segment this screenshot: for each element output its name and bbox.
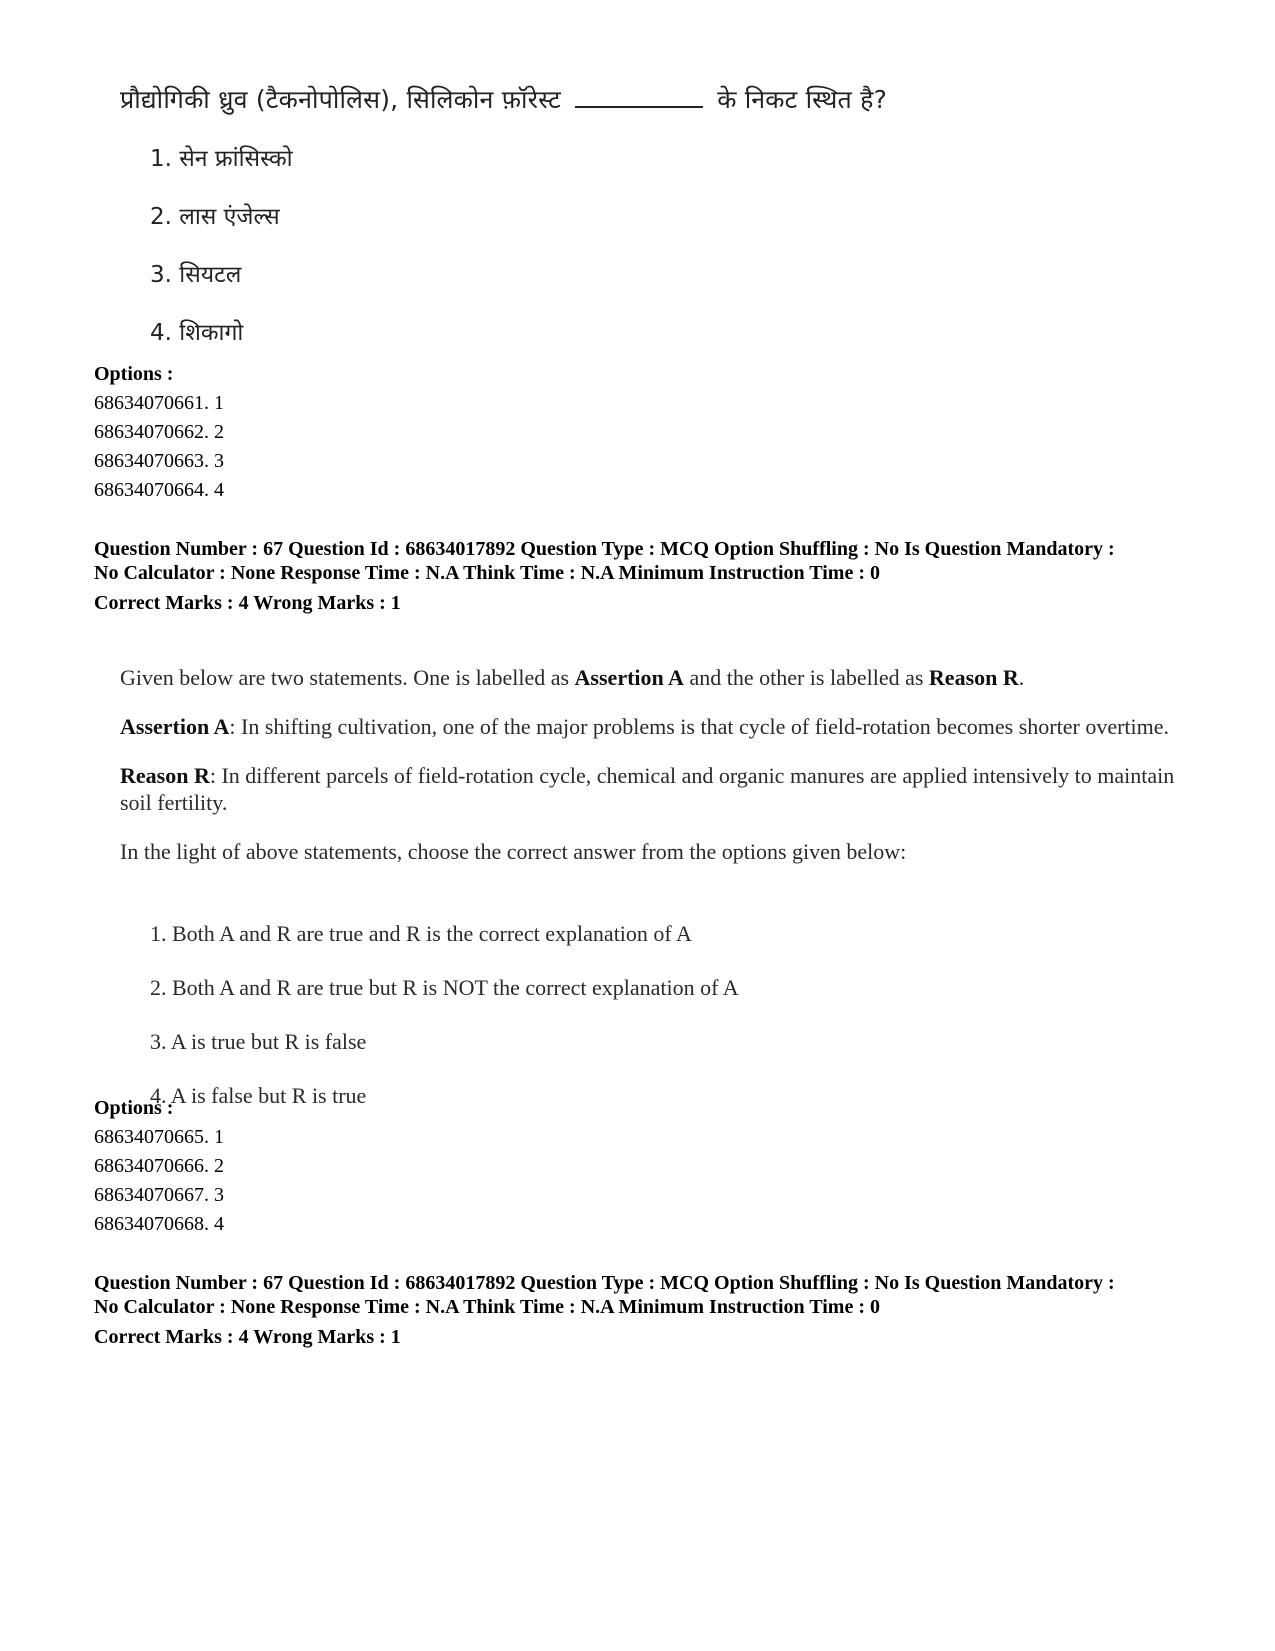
assertion-term: Assertion A: [574, 665, 684, 690]
choice-2: 2. लास एंजेल्स: [150, 204, 280, 230]
meta-line-2: No Calculator : None Response Time : N.A Think Time : N.A Minimum Instruction Time : 0: [94, 1296, 880, 1318]
meta-line-1: Question Number : 67 Question Id : 68634017892 Question Type : MCQ Option Shuffling : No Is Question Mandatory :: [94, 1272, 1115, 1294]
options-list-1: [94, 360, 224, 505]
option-id-2: 68634070662. 2: [94, 421, 224, 443]
choice-3: 3. A is true but R is false: [150, 1029, 367, 1054]
intro-text-2: and the other is labelled as: [683, 665, 929, 690]
reason-label: Reason R: [120, 763, 210, 788]
choice-4: 4. A is false but R is true: [150, 1083, 367, 1108]
option-id-1: 68634070661. 1: [94, 392, 224, 414]
choice-4: 4. शिकागो: [150, 320, 244, 346]
choice-2: 2. Both A and R are true but R is NOT the correct explanation of A: [150, 975, 739, 1000]
meta-line-2: No Calculator : None Response Time : N.A Think Time : N.A Minimum Instruction Time : 0: [94, 562, 880, 584]
instruction-paragraph: In the light of above statements, choose the correct answer from the options given below:: [120, 839, 907, 864]
intro-period: .: [1018, 665, 1025, 690]
question-stem-hindi: [120, 82, 887, 116]
meta-line-1: Question Number : 67 Question Id : 68634017892 Question Type : MCQ Option Shuffling : No Is Question Mandatory :: [94, 538, 1115, 560]
question-meta-1: [94, 537, 1214, 615]
intro-paragraph: [120, 664, 1185, 691]
intro-text: Given below are two statements. One is labelled as: [120, 665, 575, 690]
option-id-4: 68634070668. 4: [94, 1213, 224, 1235]
question-choices-english: [150, 920, 739, 1136]
question-stem-english: [120, 664, 1185, 887]
assertion-text: : In shifting cultivation, one of the major problems is that cycle of field-rotation becomes shorter overtime.: [229, 714, 1170, 739]
options-title: Options :: [94, 1097, 174, 1119]
assertion-label: Assertion A: [120, 714, 230, 739]
choice-1: 1. Both A and R are true and R is the correct explanation of A: [150, 921, 692, 946]
choice-1: 1. सेन फ्रांसिस्को: [150, 146, 293, 172]
marks-line: Correct Marks : 4 Wrong Marks : 1: [94, 592, 401, 614]
fill-in-blank: [575, 86, 703, 108]
option-id-3: 68634070663. 3: [94, 450, 224, 472]
choice-3: 3. सियटल: [150, 262, 242, 288]
stem-part-1: प्रौद्योगिकी ध्रुव (टैकनोपोलिस), सिलिकोन फ़ॉरेस्ट: [120, 85, 561, 114]
option-id-4: 68634070664. 4: [94, 479, 224, 501]
option-id-3: 68634070667. 3: [94, 1184, 224, 1206]
option-id-1: 68634070665. 1: [94, 1126, 224, 1148]
option-id-2: 68634070666. 2: [94, 1155, 224, 1177]
options-list-2: [94, 1094, 224, 1239]
reason-paragraph: [120, 762, 1185, 816]
options-title: Options :: [94, 363, 174, 385]
reason-term: Reason R: [928, 665, 1019, 690]
question-choices-hindi: [150, 144, 293, 376]
marks-line: Correct Marks : 4 Wrong Marks : 1: [94, 1326, 401, 1348]
question-meta-2: [94, 1271, 1214, 1349]
assertion-paragraph: [120, 713, 1185, 740]
stem-part-2: के निकट स्थित है?: [717, 85, 888, 114]
reason-text: : In different parcels of field-rotation cycle, chemical and organic manures are applied intensively to maintain soil fertility.: [120, 763, 1175, 815]
